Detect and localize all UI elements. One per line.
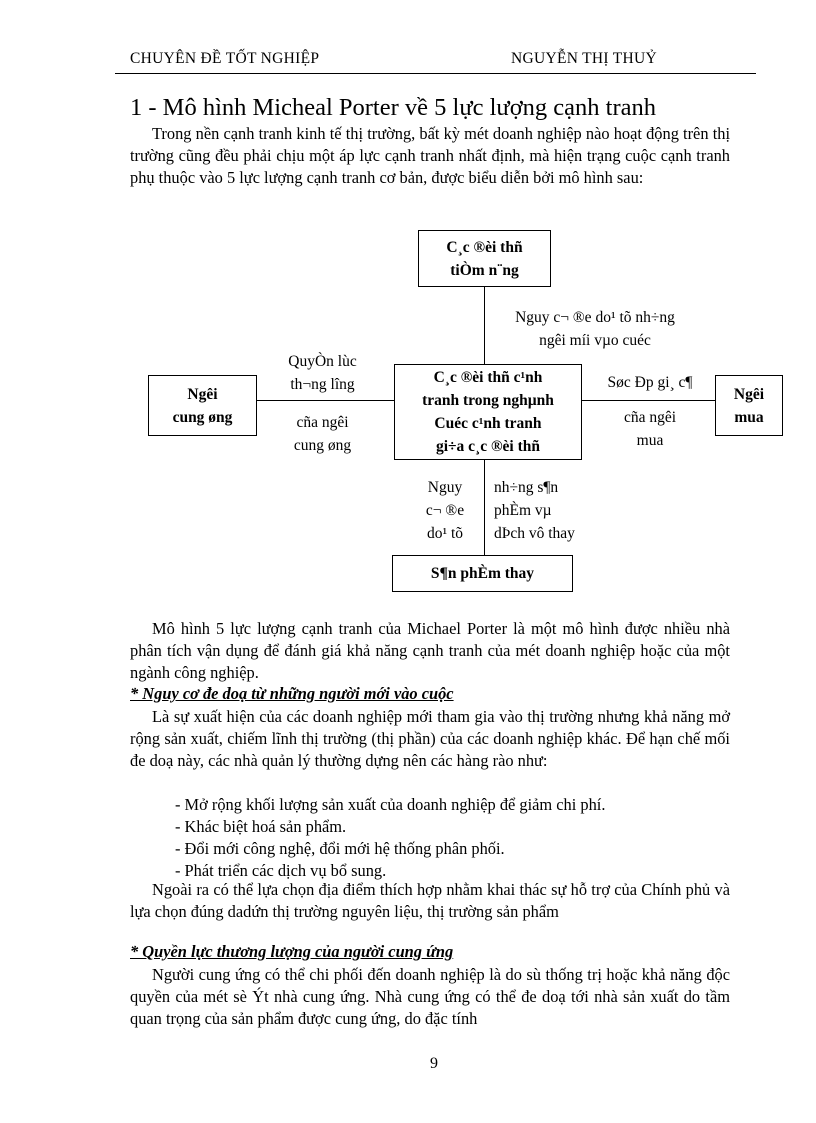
- right-link-label-line: cña ngêi: [623, 409, 677, 426]
- list-item: - Mở rộng khối lượng sản xuất của doanh nghiệp để giảm chi phí.: [175, 795, 606, 814]
- left-link-label-upper: [265, 350, 380, 396]
- top-box-line: C¸c ®èi thñ: [446, 238, 523, 256]
- right-box-line: mua: [734, 408, 764, 426]
- header-right: NGUYỄN THỊ THUỶ: [511, 50, 657, 67]
- paragraph-new-entrants: Là sự xuất hiện của các doanh nghiệp mới tham gia vào thị trường nhưng khả năng mở rộng sản xuất, chiếm lĩnh thị trường (thị phần) của các doanh nghiệp khác. Để hạn chế mối đe doạ này, các nhà quản lý thường dựng nên các hàng rào như:: [130, 707, 730, 770]
- center-box-line: Cuéc c¹nh tranh: [434, 415, 542, 432]
- paragraph-porter-model: Mô hình 5 lực lượng cạnh tranh của Michael Porter là một mô hình được nhiều nhà phân tích vận dụng để đánh giá khả năng cạnh tranh của mét doanh nghiệp hoặc của một ngành công nghiệp.: [130, 619, 730, 682]
- bottom-link-label-line: do¹ tõ: [426, 525, 464, 542]
- header-left: CHUYÊN ĐỀ TỐT NGHIỆP: [130, 50, 320, 67]
- heading-supplier-power: * Quyền lực thương lượng của người cung ứng: [130, 942, 454, 961]
- barrier-list: [175, 794, 605, 882]
- left-link-label-line: th¬ng lîng: [290, 376, 355, 393]
- right-link-label-upper: Søc Ðp gi¸ c¶: [607, 374, 693, 391]
- center-box-line: tranh trong nghµnh: [422, 392, 554, 409]
- right-link-label-lower: [590, 406, 710, 452]
- left-box-line: cung øng: [172, 408, 233, 426]
- list-item: - Khác biệt hoá sản phẩm.: [175, 817, 347, 836]
- right-link-label-line: mua: [636, 432, 664, 449]
- left-link-label-line: cña ngêi: [296, 414, 349, 431]
- header-rule: [115, 73, 756, 74]
- potential-competitors-box: [418, 230, 551, 287]
- bottom-link-label-right: [494, 476, 575, 545]
- substitute-products-box: [392, 555, 573, 592]
- buyers-box: [715, 375, 783, 436]
- paragraph-supplier-power: Người cung ứng có thể chi phối đến doanh nghiệp là do sù thống trị hoặc khả năng độc quyền của mét sè Ýt nhà cung ứng. Nhà cung ứng có thể đe doạ tới nhà sản xuất do tầm quan trọng của sản phẩm được cung ứng, do đặc tính: [130, 965, 730, 1028]
- top-link-label-line: Nguy c¬ ®e do¹ tõ nh÷ng: [515, 309, 675, 326]
- bottom-link-label-line: c¬ ®e: [425, 502, 465, 519]
- paragraph-location: Ngoài ra có thể lựa chọn địa điểm thích hợp nhằm khai thác sự hỗ trợ của Chính phủ và lựa chọn đúng dadứn thị trường nguyên liệu, thị trường sản phẩm: [130, 880, 730, 921]
- section-title: 1 - Mô hình Micheal Porter về 5 lực lượng cạnh tranh: [130, 94, 656, 121]
- top-box-line: tiÒm n¨ng: [450, 261, 519, 279]
- bottom-link-label-line: phÈm vµ: [494, 502, 552, 519]
- industry-competitors-box: [394, 364, 582, 460]
- left-connector: [257, 400, 395, 401]
- right-connector: [582, 400, 715, 401]
- bottom-box-label: S¶n phÈm thay: [430, 565, 535, 582]
- bottom-connector: [484, 460, 485, 556]
- top-link-label: [490, 306, 700, 352]
- left-link-label-line: cung øng: [293, 437, 352, 454]
- intro-paragraph: Trong nền cạnh tranh kinh tế thị trường, bất kỳ mét doanh nghiệp nào hoạt động trên thị trường cũng đều phải chịu một áp lực cạnh tranh nhất định, mà hiện trạng cuộc cạnh tranh phụ thuộc vào 5 lực lượng cạnh tranh cơ bản, được biểu diễn bởi mô hình sau:: [130, 124, 730, 187]
- left-box-line: Ngêi: [187, 385, 218, 403]
- top-connector: [484, 286, 485, 364]
- list-item: - Đổi mới công nghệ, đổi mới hệ thống phân phối.: [175, 839, 505, 858]
- center-box-line: C¸c ®èi thñ c¹nh: [433, 369, 543, 386]
- bottom-link-label-left: [410, 476, 480, 545]
- bottom-link-label-line: dÞch vô thay: [494, 525, 575, 542]
- left-link-label-lower: [265, 411, 380, 457]
- heading-new-entrants: * Nguy cơ đe doạ từ những người mới vào cuộc: [130, 684, 454, 703]
- suppliers-box: [148, 375, 257, 436]
- right-box-line: Ngêi: [733, 385, 765, 403]
- list-item: - Phát triển các dịch vụ bổ sung.: [175, 861, 387, 880]
- center-box-line: gi÷a c¸c ®èi thñ: [435, 438, 540, 455]
- page-number: 9: [430, 1055, 438, 1072]
- bottom-link-label-line: Nguy: [427, 479, 463, 496]
- left-link-label-line: QuyÒn lùc: [288, 353, 357, 370]
- top-link-label-line: ngêi míi vµo cuéc: [539, 332, 651, 349]
- bottom-link-label-line: nh÷ng s¶n: [494, 479, 559, 496]
